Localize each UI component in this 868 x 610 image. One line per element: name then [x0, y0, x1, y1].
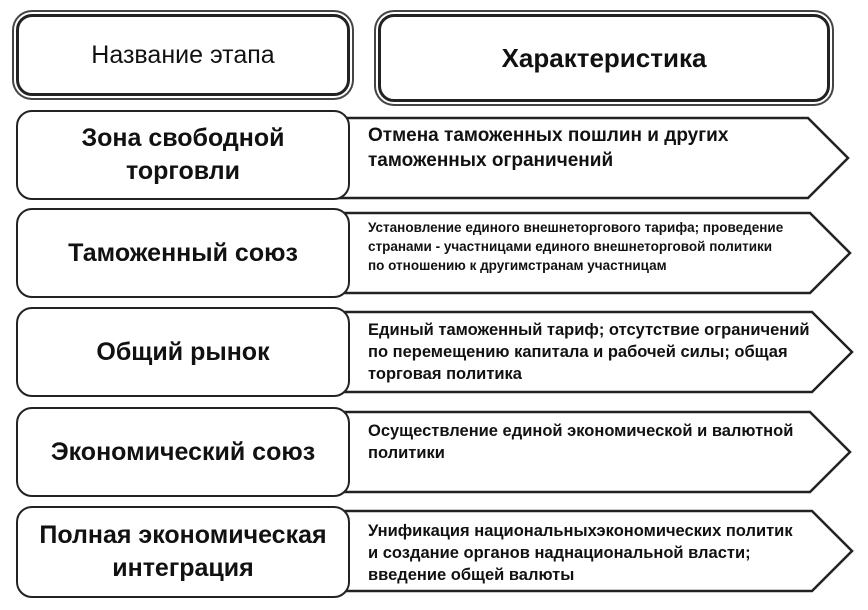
stage-label-2: Таможенный союз [68, 238, 298, 267]
stage-label-1: Зона свободной торговли [81, 124, 285, 185]
header-characteristic-label: Характеристика [501, 42, 707, 73]
stage-label-5: Полная экономическая интеграция [39, 521, 327, 582]
header-stage-label: Название этапа [91, 40, 275, 69]
stage-box-4 [16, 407, 350, 497]
stage-box-2 [16, 208, 350, 298]
stage-box-3 [16, 307, 350, 397]
stage-box-1 [16, 110, 350, 200]
stage-label-4: Экономический союз [50, 437, 316, 466]
stage-box-5 [16, 506, 350, 598]
stage-description-4: Осуществление единой экономической и валютной политики [368, 422, 794, 462]
stage-description-3: Единый таможенный тариф; отсутствие ограничений по перемещению капитала и рабочей силы; общая торговая политика [368, 321, 810, 383]
stage-description-1: Отмена таможенных пошлин и других таможенных ограничений [368, 125, 729, 171]
stage-description-5: Унификация национальныхэкономических политик и создание органов наднациональной власти; введение общей валюты [368, 522, 793, 584]
stage-label-3: Общий рынок [96, 337, 270, 366]
stage-description-2: Установление единого внешнеторгового тарифа; проведение странами - участницами единого внешнеторговой политики по отношению к другимстранам участницам [368, 220, 784, 273]
